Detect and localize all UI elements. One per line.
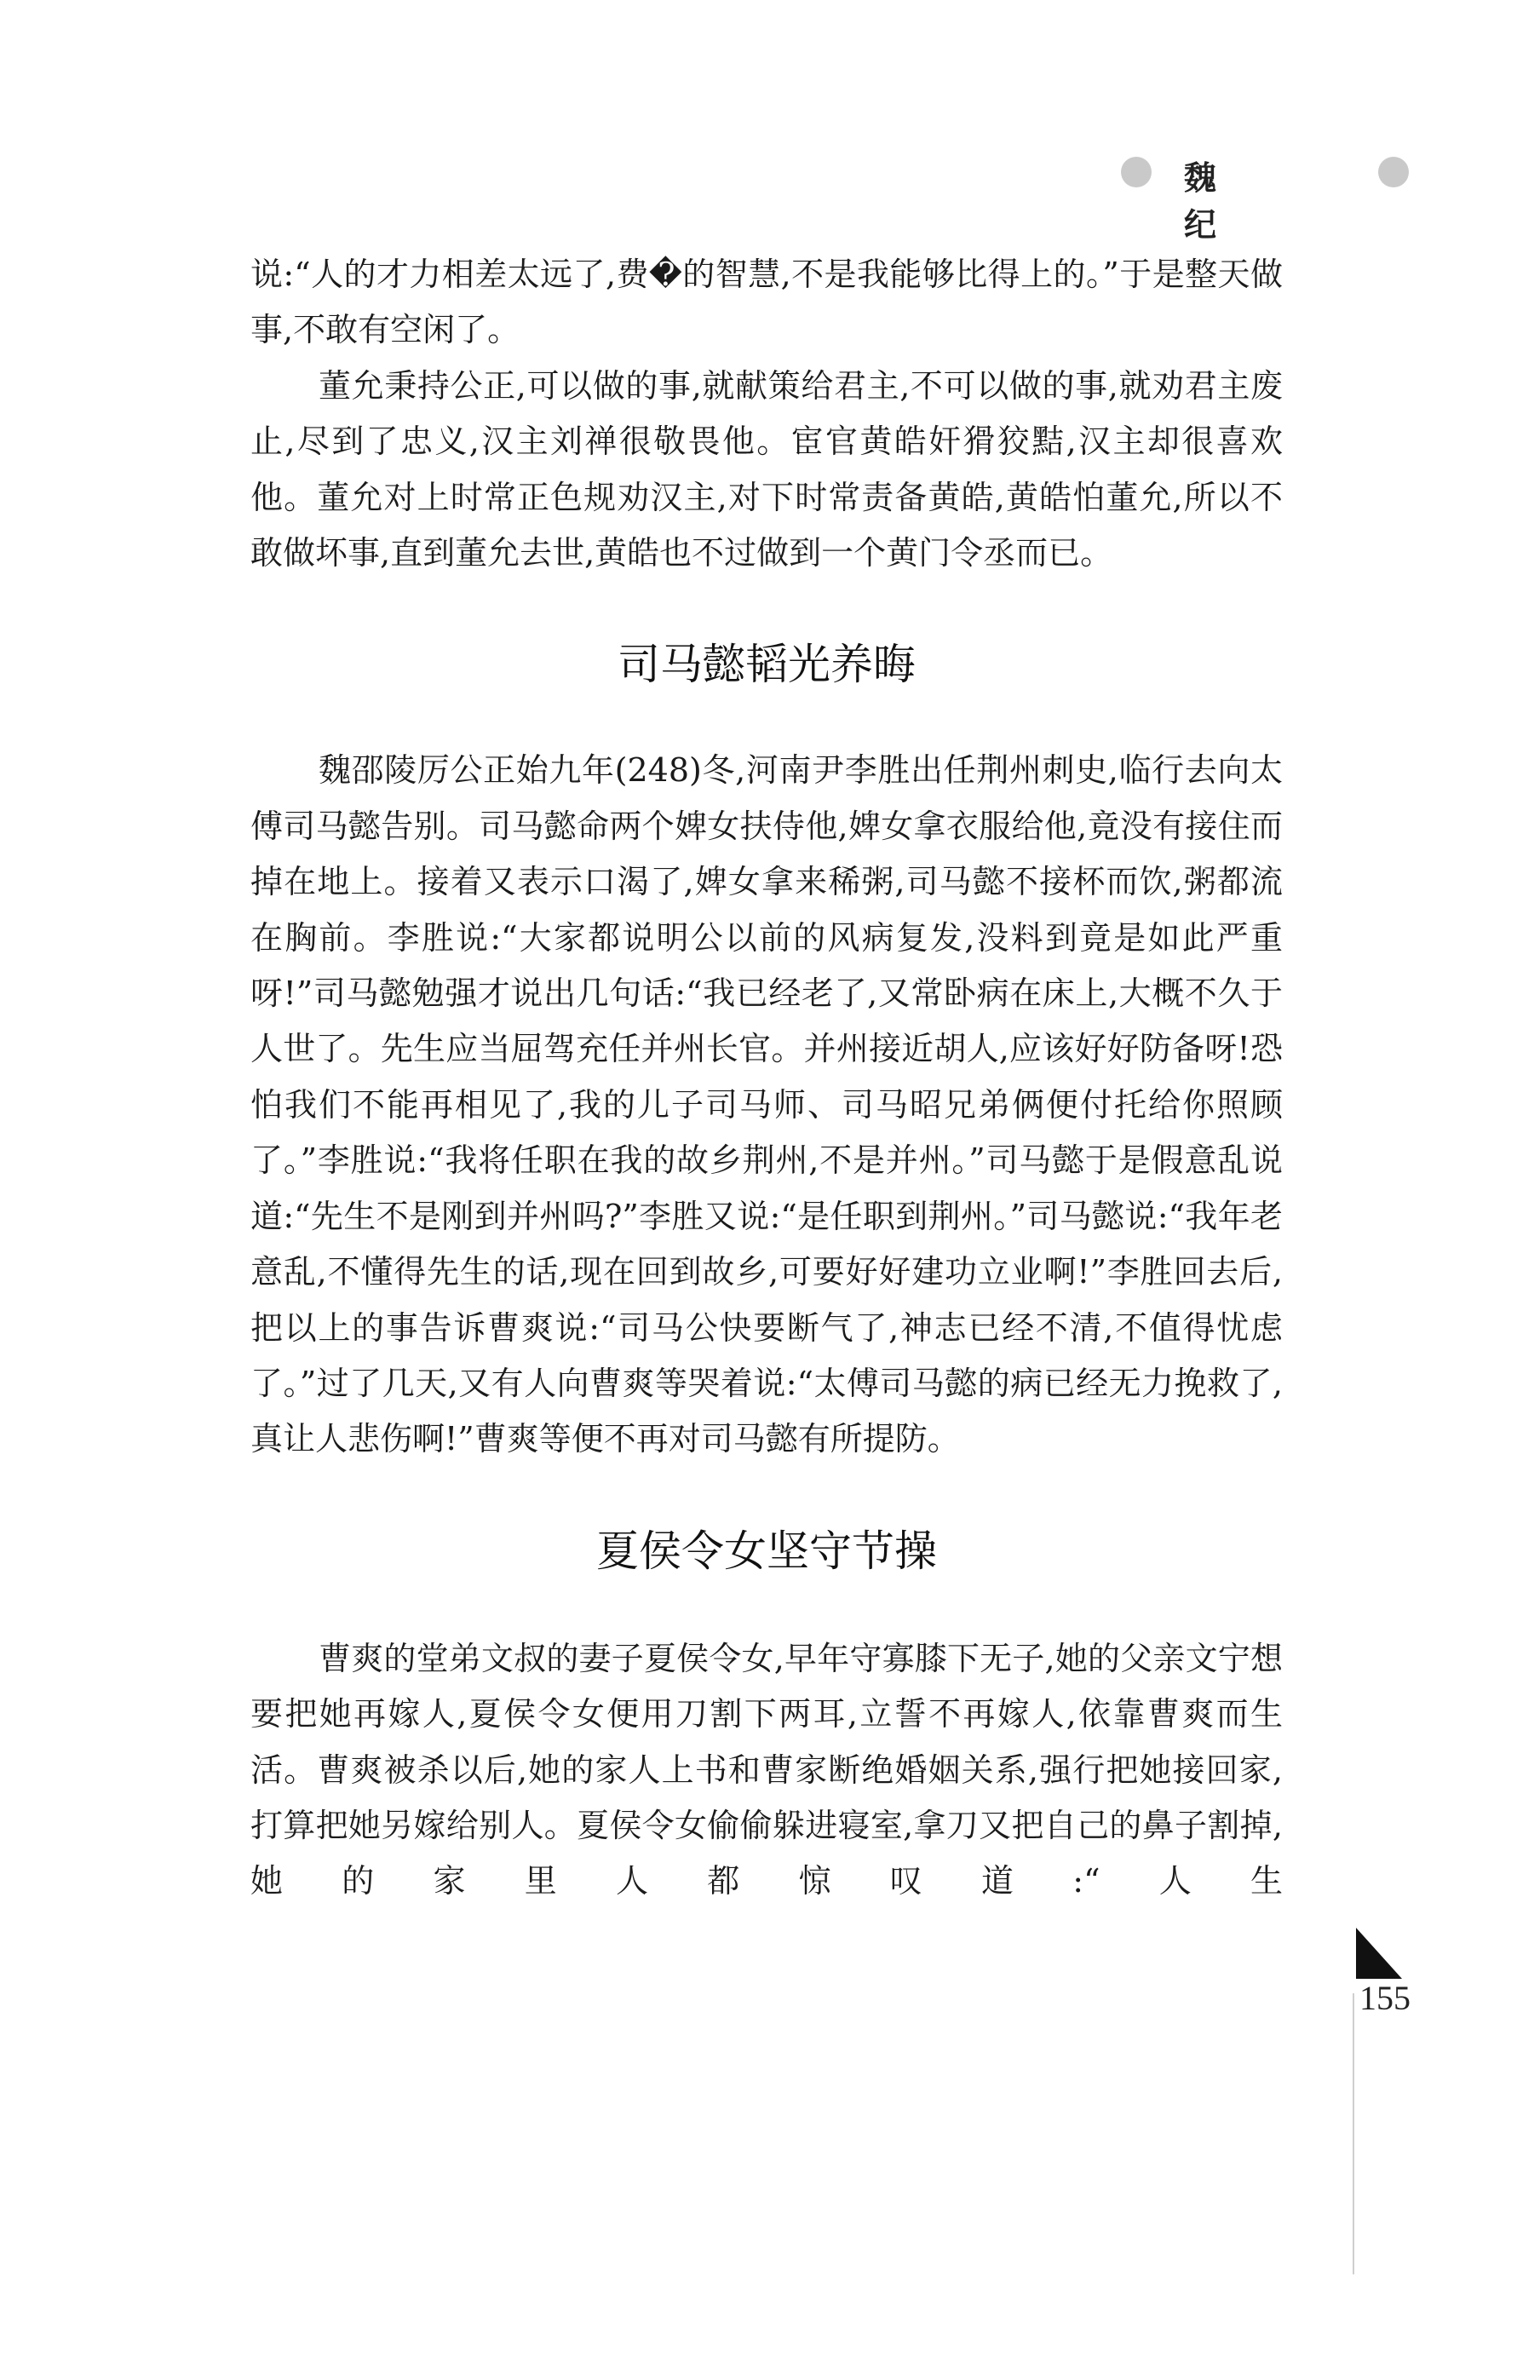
header-dot-left-icon (1121, 157, 1152, 187)
section-title-sima-yi: 司马懿韬光养晦 (618, 640, 916, 690)
section-title-xiahou-lingnu: 夏侯令女坚守节操 (596, 1526, 937, 1576)
header-dot-right-icon (1378, 157, 1409, 187)
page-corner-triangle-icon (1356, 1928, 1402, 1979)
intro-paragraph-1: 说:“人的才力相差太远了,费�的智慧,不是我能够比得上的。”于是整天做事,不敢有空闲了。 (250, 256, 1283, 349)
margin-divider (1353, 1993, 1354, 2274)
page-number: 155 (1359, 1979, 1411, 2017)
section-body-sima-yi: 魏邵陵厉公正始九年(248)冬,河南尹李胜出任荆州刺史,临行去向太傅司马懿告别。司马懿命两个婢女扶侍他,婢女拿衣服给他,竟没有接住而掉在地上。接着又表示口渴了,婢女拿来稀粥,司马懿不接杯而饮,粥都流在胸前。李胜说:“大家都说明公以前的风病复发,没料到竟是如此严重呀!”司马懿勉强才说出几句话:“我已经老了,又常卧病在床上,大概不久于人世了。先生应当屈驾充任并州长官。并州接近胡人,应该好好防备呀!恐怕我们不能再相见了,我的儿子司马师、司马昭兄弟俩便付托给你照顾了。”李胜说:“我将任职在我的故乡荆州,不是并州。”司马懿于是假意乱说道:“先生不是刚到并州吗?”李胜又说:“是任职到荆州。”司马懿说:“我年老意乱,不懂得先生的话,现在回到故乡,可要好好建功立业啊!”李胜回去后,把以上的事告诉曹爽说:“司马公快要断气了,神志已经不清,不值得忧虑了。”过了几天,又有人向曹爽等哭着说:“太傅司马懿的病已经无力挽救了,真让人悲伤啊!”曹爽等便不再对司马懿有所提防。 (250, 751, 1283, 1458)
page-content (250, 247, 1283, 1910)
chapter-title: 魏纪 (1184, 159, 1285, 244)
intro-paragraph-2: 董允秉持公正,可以做的事,就献策给君主,不可以做的事,就劝君主废止,尽到了忠义,汉主刘禅很敬畏他。宦官黄皓奸猾狡黠,汉主却很喜欢他。董允对上时常正色规劝汉主,对下时常责备黄皓,黄皓怕董允,所以不敢做坏事,直到董允去世,黄皓也不过做到一个黄门令丞而已。 (250, 366, 1283, 572)
section-body-xiahou-lingnu: 曹爽的堂弟文叔的妻子夏侯令女,早年守寡膝下无子,她的父亲文宁想要把她再嫁人,夏侯令女便用刀割下两耳,立誓不再嫁人,依靠曹爽而生活。曹爽被杀以后,她的家人上书和曹家断绝婚姻关系,强行把她接回家,打算把她另嫁给别人。夏侯令女偷偷躲进寝室,拿刀又把自己的鼻子割掉,她的家里人都惊叹道:“人生 (250, 1639, 1283, 1900)
running-header (1107, 147, 1431, 244)
